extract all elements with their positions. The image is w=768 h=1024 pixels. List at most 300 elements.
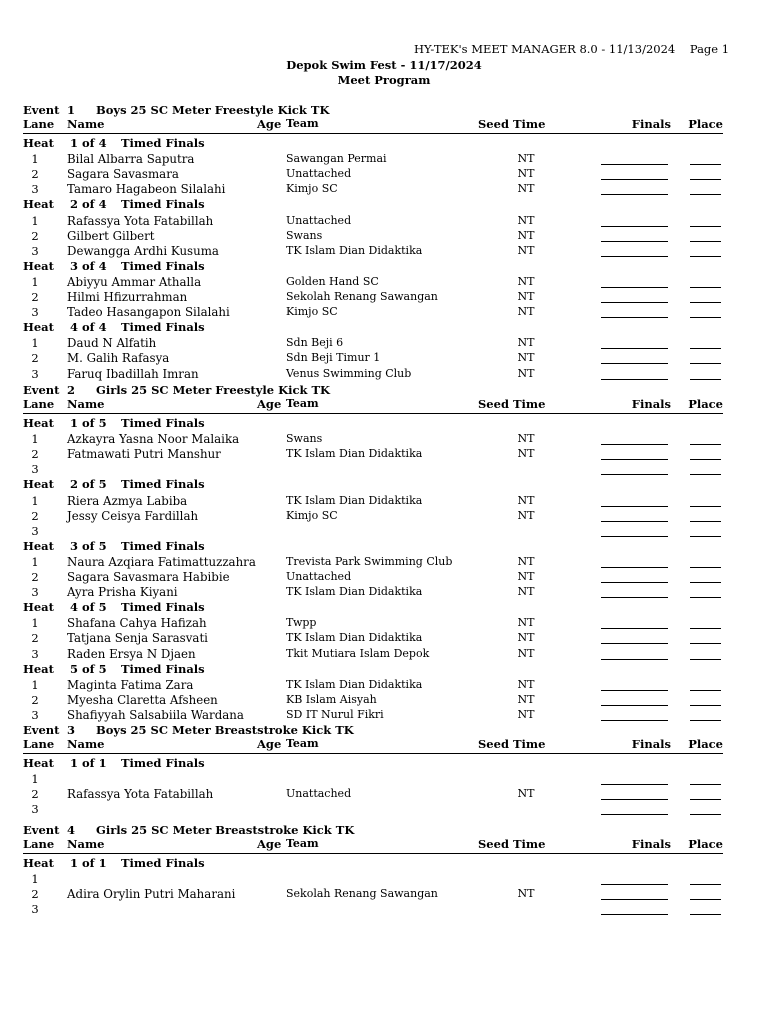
heat-row	[0, 856, 768, 871]
heat-number: 1 of 4	[70, 136, 107, 150]
lane-row	[0, 524, 768, 539]
finals-blank-line	[601, 690, 668, 691]
event-number: 3	[67, 723, 76, 737]
heat-row	[0, 197, 768, 212]
seed-time: NT	[517, 787, 535, 801]
finals-blank-line	[601, 179, 668, 180]
lane-row	[0, 351, 768, 366]
lane-row	[0, 152, 768, 167]
team-name: Sdn Beji Timur 1	[286, 351, 381, 365]
lane-number: 1	[31, 677, 39, 692]
lane-number: 2	[31, 228, 39, 243]
finals-blank-line	[601, 884, 668, 885]
seed-time: NT	[517, 432, 535, 446]
heat-type: Timed Finals	[121, 477, 205, 492]
swimmer-name: Shafiyyah Salsabiila Wardana	[67, 707, 244, 722]
meet-title: Depok Swim Fest - 11/17/2024	[286, 58, 482, 72]
lane-number: 3	[31, 585, 39, 600]
lane-row	[0, 693, 768, 708]
lane-number: 2	[31, 351, 39, 366]
swimmer-name: Sagara Savasmara	[67, 167, 179, 182]
column-header-row	[0, 117, 768, 132]
lane-number: 1	[31, 152, 39, 167]
column-header-row	[0, 397, 768, 412]
swimmer-name: Dewangga Ardhi Kusuma	[67, 243, 219, 258]
team-name: Trevista Park Swimming Club	[286, 554, 453, 568]
heat-number: 2 of 5	[70, 477, 107, 492]
swimmer-name: Maginta Fatima Zara	[67, 677, 194, 692]
place-header: Place	[688, 397, 723, 411]
place-blank-line	[690, 194, 721, 195]
team-name: Kimjo SC	[286, 305, 338, 319]
finals-blank-line	[601, 459, 668, 460]
event-number: 1	[67, 103, 76, 117]
finals-blank-line	[601, 628, 668, 629]
name-header: Name	[67, 737, 105, 751]
seed-time: NT	[517, 631, 535, 645]
place-blank-line	[690, 643, 721, 644]
lane-header: Lane	[23, 397, 55, 411]
team-name: Unattached	[286, 787, 352, 801]
age-header: Age	[257, 837, 282, 851]
swimmer-name: Sagara Savasmara Habibie	[67, 570, 230, 584]
team-name: Sekolah Renang Sawangan	[286, 887, 438, 901]
lane-number: 1	[31, 493, 39, 508]
place-blank-line	[690, 241, 721, 242]
seed-time-header: Seed Time	[478, 837, 546, 851]
lane-header: Lane	[23, 837, 55, 851]
event-title: Girls 25 SC Meter Breaststroke Kick TK	[96, 823, 355, 837]
swimmer-name: Bilal Albarra Saputra	[67, 152, 195, 167]
seed-time: NT	[517, 692, 535, 706]
lane-row	[0, 462, 768, 477]
heat-label: Heat	[23, 600, 54, 615]
team-name: Venus Swimming Club	[286, 366, 412, 380]
event-label: Event	[23, 723, 60, 737]
swimmer-name: Hilmi Hfizurrahman	[67, 290, 188, 304]
lane-row	[0, 616, 768, 631]
seed-time: NT	[517, 274, 535, 288]
team-name: Tkit Mutiara Islam Depok	[286, 646, 430, 660]
place-header: Place	[688, 737, 723, 751]
team-name: Swans	[286, 228, 323, 242]
swimmer-name: Riera Azmya Labiba	[67, 493, 188, 508]
finals-blank-line	[601, 506, 668, 507]
lane-number: 2	[31, 290, 39, 304]
team-name: TK Islam Dian Didaktika	[286, 585, 423, 599]
team-name: Twpp	[286, 616, 317, 630]
lane-row	[0, 678, 768, 693]
finals-header: Finals	[631, 837, 671, 851]
team-name: Unattached	[286, 167, 352, 181]
heat-type: Timed Finals	[121, 197, 205, 212]
place-blank-line	[690, 348, 721, 349]
heat-number: 3 of 4	[70, 258, 107, 273]
lane-number: 1	[31, 554, 39, 569]
place-blank-line	[690, 287, 721, 288]
lane-row	[0, 167, 768, 182]
finals-blank-line	[601, 164, 668, 165]
finals-header: Finals	[631, 117, 671, 131]
lane-row	[0, 555, 768, 570]
team-name: Sekolah Renang Sawangan	[286, 290, 438, 303]
lane-row	[0, 447, 768, 462]
lane-row	[0, 787, 768, 802]
swimmer-name: Raden Ersya N Djaen	[67, 646, 196, 661]
place-blank-line	[690, 899, 721, 900]
lane-row	[0, 336, 768, 351]
finals-blank-line	[601, 194, 668, 195]
column-header-row	[0, 837, 768, 852]
place-blank-line	[690, 474, 721, 475]
place-blank-line	[690, 720, 721, 721]
finals-blank-line	[601, 659, 668, 660]
finals-blank-line	[601, 241, 668, 242]
lane-number: 2	[31, 508, 39, 523]
lane-row	[0, 214, 768, 229]
lane-number: 3	[31, 182, 39, 197]
finals-blank-line	[601, 287, 668, 288]
name-header: Name	[67, 837, 105, 851]
team-name: SD IT Nurul Fikri	[286, 707, 384, 721]
swimmer-name: Naura Azqiara Fatimattuzzahra	[67, 554, 256, 569]
lane-number: 3	[31, 802, 39, 817]
swimmer-name: Gilbert Gilbert	[67, 228, 155, 243]
place-blank-line	[690, 226, 721, 227]
age-header: Age	[257, 737, 282, 751]
place-blank-line	[690, 582, 721, 583]
event-number: 4	[67, 823, 76, 837]
lane-number: 1	[31, 274, 39, 289]
lane-row	[0, 887, 768, 902]
team-header: Team	[286, 397, 319, 410]
place-blank-line	[690, 814, 721, 815]
finals-blank-line	[601, 363, 668, 364]
event-label: Event	[23, 383, 60, 397]
team-name: Unattached	[286, 570, 352, 583]
heat-row	[0, 662, 768, 677]
name-header: Name	[67, 117, 105, 131]
place-blank-line	[690, 444, 721, 445]
place-header: Place	[688, 117, 723, 131]
lane-row	[0, 244, 768, 259]
team-name: TK Islam Dian Didaktika	[286, 677, 423, 691]
place-blank-line	[690, 317, 721, 318]
heat-type: Timed Finals	[121, 416, 205, 430]
team-name: TK Islam Dian Didaktika	[286, 243, 423, 257]
heat-number: 5 of 5	[70, 661, 107, 676]
heat-label: Heat	[23, 416, 54, 430]
heat-label: Heat	[23, 661, 54, 676]
event-number: 2	[67, 383, 76, 397]
seed-time: NT	[517, 182, 535, 196]
finals-blank-line	[601, 814, 668, 815]
heat-type: Timed Finals	[121, 756, 205, 770]
software-stamp: HY-TEK's MEET MANAGER 8.0 - 11/13/2024	[414, 42, 676, 56]
heat-number: 1 of 5	[70, 416, 107, 430]
lane-row	[0, 631, 768, 646]
age-header: Age	[257, 397, 282, 411]
column-header-row	[0, 737, 768, 752]
finals-blank-line	[601, 899, 668, 900]
team-name: KB Islam Aisyah	[286, 692, 377, 706]
lane-row	[0, 708, 768, 723]
finals-blank-line	[601, 643, 668, 644]
team-header: Team	[286, 737, 319, 750]
finals-blank-line	[601, 567, 668, 568]
place-blank-line	[690, 705, 721, 706]
heat-label: Heat	[23, 258, 54, 273]
seed-time: NT	[517, 646, 535, 660]
lane-row	[0, 305, 768, 320]
heat-number: 4 of 4	[70, 320, 107, 335]
lane-row	[0, 872, 768, 887]
finals-blank-line	[601, 444, 668, 445]
finals-header: Finals	[631, 737, 671, 751]
heat-type: Timed Finals	[121, 856, 205, 870]
event-label: Event	[23, 103, 60, 117]
program-title: Meet Program	[337, 73, 431, 87]
place-blank-line	[690, 363, 721, 364]
team-name: TK Islam Dian Didaktika	[286, 493, 423, 507]
place-blank-line	[690, 659, 721, 660]
finals-blank-line	[601, 521, 668, 522]
heat-number: 3 of 5	[70, 538, 107, 553]
heat-row	[0, 259, 768, 274]
finals-blank-line	[601, 784, 668, 785]
team-name: TK Islam Dian Didaktika	[286, 447, 423, 461]
lane-row	[0, 902, 768, 917]
lane-number: 3	[31, 902, 39, 917]
finals-blank-line	[601, 317, 668, 318]
seed-time: NT	[517, 305, 535, 319]
team-name: Golden Hand SC	[286, 274, 379, 288]
heat-label: Heat	[23, 856, 54, 870]
lane-number: 1	[31, 872, 39, 887]
heat-type: Timed Finals	[121, 258, 205, 273]
lane-row	[0, 509, 768, 524]
seed-time: NT	[517, 447, 535, 461]
finals-blank-line	[601, 474, 668, 475]
finals-blank-line	[601, 914, 668, 915]
header-rule	[23, 853, 723, 854]
seed-time: NT	[517, 152, 535, 166]
heat-row	[0, 136, 768, 151]
seed-time: NT	[517, 290, 535, 303]
seed-time: NT	[517, 570, 535, 583]
seed-time-header: Seed Time	[478, 117, 546, 131]
finals-blank-line	[601, 348, 668, 349]
lane-number: 2	[31, 787, 39, 802]
lane-number: 3	[31, 243, 39, 258]
lane-number: 1	[31, 213, 39, 228]
seed-time: NT	[517, 508, 535, 522]
place-blank-line	[690, 302, 721, 303]
event-title: Boys 25 SC Meter Freestyle Kick TK	[96, 103, 330, 117]
name-header: Name	[67, 397, 105, 411]
age-header: Age	[257, 117, 282, 131]
team-name: Swans	[286, 432, 323, 446]
place-blank-line	[690, 256, 721, 257]
lane-row	[0, 432, 768, 447]
finals-blank-line	[601, 536, 668, 537]
heat-label: Heat	[23, 136, 54, 150]
place-blank-line	[690, 914, 721, 915]
swimmer-name: Adira Orylin Putri Maharani	[67, 887, 236, 902]
heat-row	[0, 756, 768, 771]
place-blank-line	[690, 521, 721, 522]
swimmer-name: Rafassya Yota Fatabillah	[67, 213, 214, 228]
seed-time: NT	[517, 351, 535, 365]
heat-type: Timed Finals	[121, 538, 205, 553]
header-rule	[23, 413, 723, 414]
place-blank-line	[690, 379, 721, 380]
seed-time: NT	[517, 336, 535, 350]
heat-label: Heat	[23, 538, 54, 553]
lane-row	[0, 647, 768, 662]
seed-time: NT	[517, 585, 535, 599]
heat-label: Heat	[23, 756, 54, 770]
seed-time: NT	[517, 554, 535, 568]
team-name: Unattached	[286, 213, 352, 227]
swimmer-name: Myesha Claretta Afsheen	[67, 692, 218, 707]
lane-number: 2	[31, 631, 39, 646]
seed-time: NT	[517, 707, 535, 721]
heat-row	[0, 477, 768, 492]
team-header: Team	[286, 117, 319, 130]
lane-number: 3	[31, 523, 39, 538]
finals-blank-line	[601, 256, 668, 257]
swimmer-name: Daud N Alfatih	[67, 336, 157, 351]
lane-number: 2	[31, 570, 39, 584]
heat-row	[0, 320, 768, 335]
heat-label: Heat	[23, 477, 54, 492]
seed-time: NT	[517, 677, 535, 691]
team-name: Sdn Beji 6	[286, 336, 344, 350]
seed-time: NT	[517, 243, 535, 257]
lane-number: 3	[31, 366, 39, 381]
team-header: Team	[286, 837, 319, 850]
lane-number: 2	[31, 167, 39, 182]
lane-number: 2	[31, 887, 39, 902]
lane-row	[0, 570, 768, 585]
lane-number: 3	[31, 305, 39, 320]
team-name: Kimjo SC	[286, 508, 338, 522]
place-blank-line	[690, 567, 721, 568]
finals-blank-line	[601, 582, 668, 583]
heat-number: 1 of 1	[70, 756, 107, 770]
lane-number: 3	[31, 462, 39, 477]
heat-type: Timed Finals	[121, 136, 205, 150]
place-blank-line	[690, 784, 721, 785]
place-header: Place	[688, 837, 723, 851]
place-blank-line	[690, 506, 721, 507]
seed-time: NT	[517, 167, 535, 181]
swimmer-name: Tamaro Hagabeon Silalahi	[67, 182, 226, 197]
swimmer-name: Jessy Ceisya Fardillah	[67, 508, 199, 523]
lane-number: 1	[31, 336, 39, 351]
finals-blank-line	[601, 799, 668, 800]
event-title: Boys 25 SC Meter Breaststroke Kick TK	[96, 723, 354, 737]
event-title: Girls 25 SC Meter Freestyle Kick TK	[96, 383, 331, 397]
heat-type: Timed Finals	[121, 600, 205, 615]
event-title-row	[0, 823, 768, 838]
seed-time: NT	[517, 616, 535, 630]
heat-type: Timed Finals	[121, 320, 205, 335]
seed-time: NT	[517, 887, 535, 901]
lane-number: 1	[31, 772, 39, 787]
heat-row	[0, 600, 768, 615]
finals-blank-line	[601, 379, 668, 380]
heat-label: Heat	[23, 320, 54, 335]
lane-number: 1	[31, 616, 39, 631]
place-blank-line	[690, 628, 721, 629]
seed-time: NT	[517, 228, 535, 242]
event-title-row	[0, 383, 768, 398]
lane-number: 3	[31, 646, 39, 661]
place-blank-line	[690, 459, 721, 460]
heat-number: 4 of 5	[70, 600, 107, 615]
lane-row	[0, 585, 768, 600]
event-title-row	[0, 723, 768, 738]
swimmer-name: Fatmawati Putri Manshur	[67, 447, 221, 462]
team-name: Sawangan Permai	[286, 152, 387, 166]
header-rule	[23, 133, 723, 134]
finals-blank-line	[601, 720, 668, 721]
finals-blank-line	[601, 226, 668, 227]
swimmer-name: Faruq Ibadillah Imran	[67, 366, 199, 381]
swimmer-name: Abiyyu Ammar Athalla	[67, 274, 202, 289]
lane-row	[0, 275, 768, 290]
lane-row	[0, 802, 768, 817]
team-name: TK Islam Dian Didaktika	[286, 631, 423, 645]
lane-row	[0, 772, 768, 787]
place-blank-line	[690, 690, 721, 691]
seed-time: NT	[517, 493, 535, 507]
place-blank-line	[690, 884, 721, 885]
finals-blank-line	[601, 302, 668, 303]
lane-number: 2	[31, 447, 39, 462]
place-blank-line	[690, 536, 721, 537]
heat-number: 1 of 1	[70, 856, 107, 870]
lane-row	[0, 494, 768, 509]
place-blank-line	[690, 179, 721, 180]
event-title-row	[0, 103, 768, 118]
lane-row	[0, 182, 768, 197]
swimmer-name: Ayra Prisha Kiyani	[67, 585, 178, 600]
lane-row	[0, 367, 768, 382]
seed-time-header: Seed Time	[478, 737, 546, 751]
lane-header: Lane	[23, 117, 55, 131]
lane-number: 1	[31, 432, 39, 447]
lane-number: 2	[31, 692, 39, 707]
heat-type: Timed Finals	[121, 661, 205, 676]
event-label: Event	[23, 823, 60, 837]
header-rule	[23, 753, 723, 754]
finals-blank-line	[601, 597, 668, 598]
report-header	[414, 42, 729, 56]
heat-label: Heat	[23, 197, 54, 212]
heat-row	[0, 539, 768, 554]
place-blank-line	[690, 164, 721, 165]
finals-header: Finals	[631, 397, 671, 411]
heat-row	[0, 416, 768, 431]
seed-time: NT	[517, 366, 535, 380]
heat-number: 2 of 4	[70, 197, 107, 212]
swimmer-name: M. Galih Rafasya	[67, 351, 170, 366]
lane-row	[0, 229, 768, 244]
swimmer-name: Rafassya Yota Fatabillah	[67, 787, 214, 802]
